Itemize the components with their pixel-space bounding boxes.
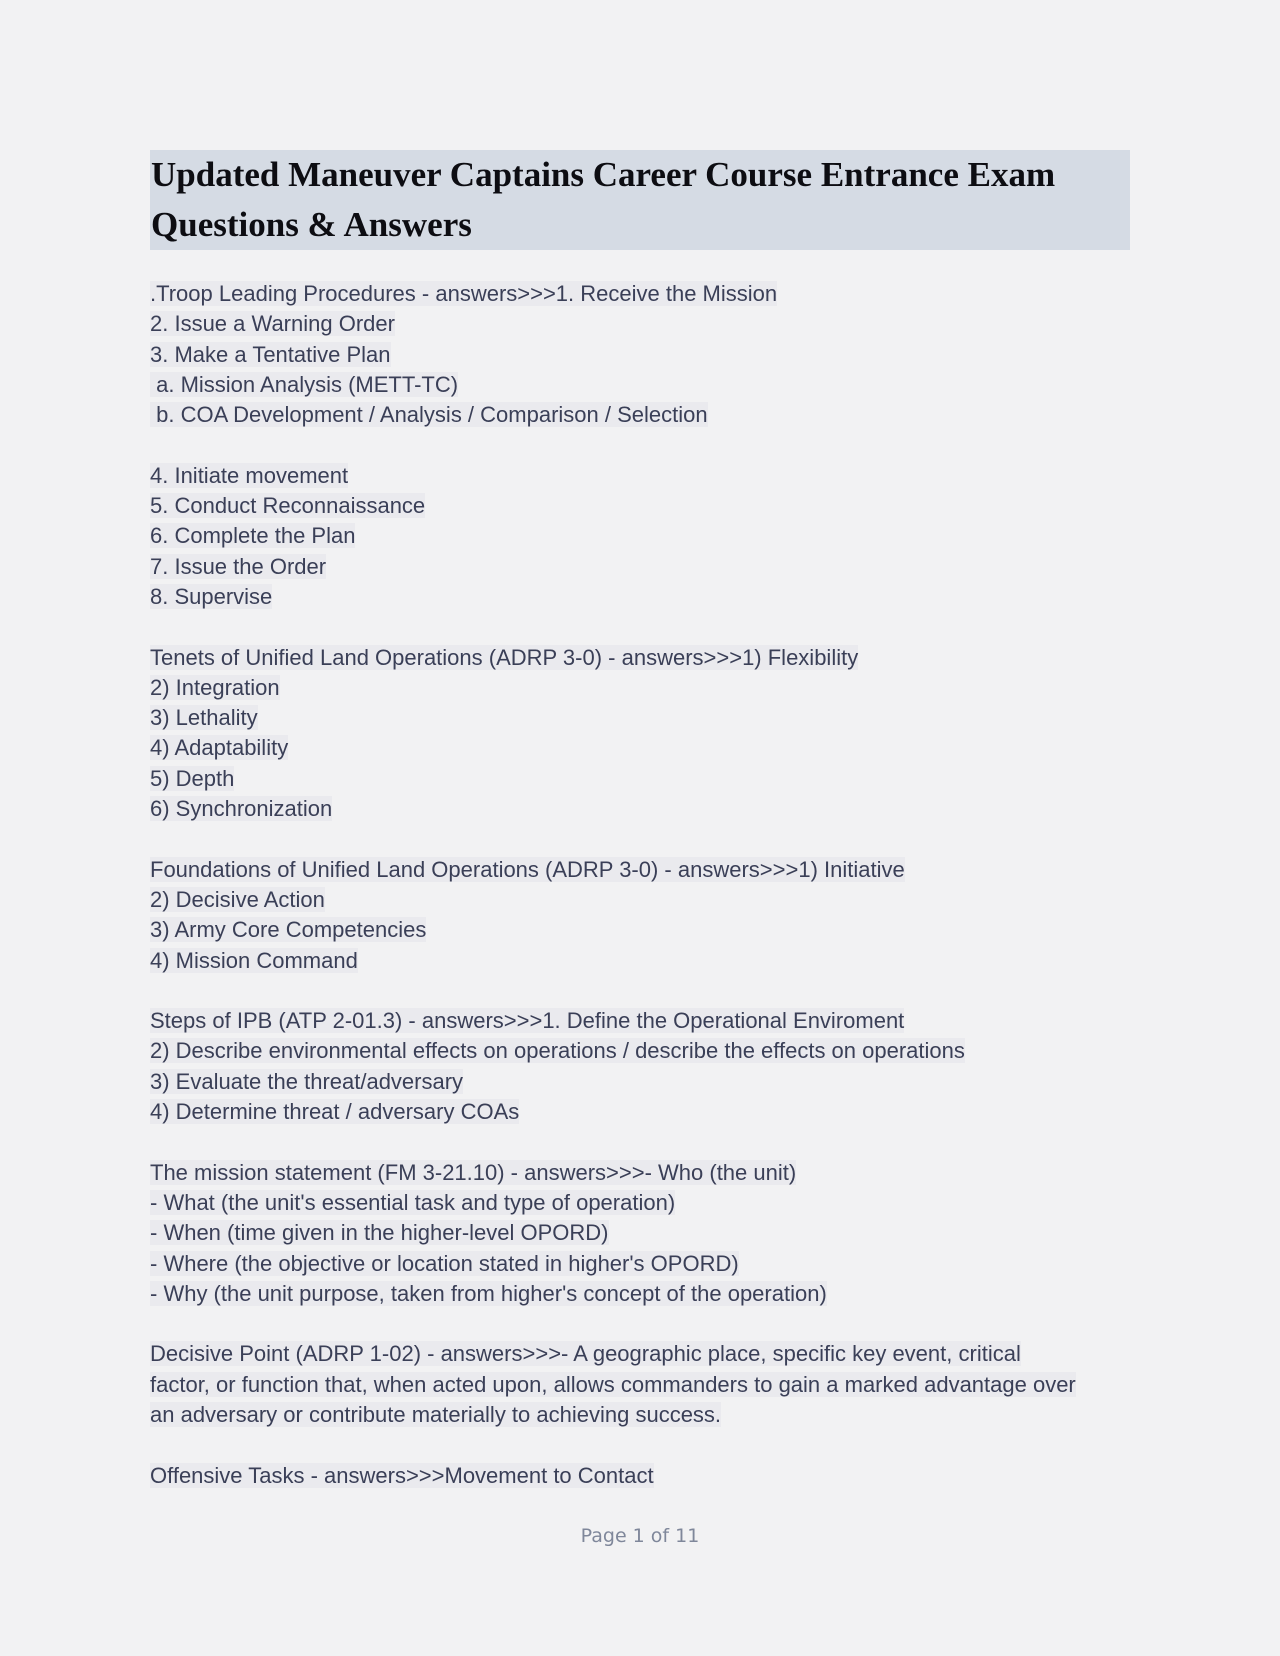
text-line-content: 2) Integration: [150, 674, 280, 700]
title-line-1: Updated Maneuver Captains Career Course Entrance Exam: [151, 155, 1056, 194]
text-line-content: 2. Issue a Warning Order: [150, 311, 395, 337]
text-line-content: 4) Determine threat / adversary COAs: [150, 1099, 520, 1125]
text-line: [150, 521, 1150, 551]
text-line-content: 5) Depth: [150, 765, 235, 791]
blank-line: [150, 824, 1150, 854]
text-line-content: - Why (the unit purpose, taken from higher's concept of the operation): [150, 1280, 827, 1306]
text-line-content: - Where (the objective or location stated in higher's OPORD): [150, 1250, 739, 1276]
document-title: [150, 150, 1130, 250]
text-line: [150, 1370, 1150, 1400]
text-line-content: 8. Supervise: [150, 583, 273, 609]
text-line-content: 3) Lethality: [150, 705, 258, 731]
text-line-content: 4. Initiate movement: [150, 462, 349, 488]
text-line-content: 3) Evaluate the threat/adversary: [150, 1068, 464, 1094]
text-line-content: 4) Mission Command: [150, 947, 358, 973]
text-line: [150, 1097, 1150, 1127]
text-line-content: 4) Adaptability: [150, 735, 289, 761]
text-line: [150, 946, 1150, 976]
document-body: [150, 279, 1150, 1491]
text-line: [150, 340, 1150, 370]
page-number: Page 1 of 11: [580, 1525, 700, 1547]
text-line-content: factor, or function that, when acted upon, allows commanders to gain a marked advantage over: [150, 1371, 1076, 1397]
text-line: [150, 885, 1150, 915]
text-line: [150, 1218, 1150, 1248]
text-line-content: 7. Issue the Order: [150, 553, 327, 579]
title-line-2: Questions & Answers: [151, 205, 472, 244]
text-line: [150, 1188, 1150, 1218]
text-line: [150, 643, 1150, 673]
text-line-content: 2) Describe environmental effects on operations / describe the effects on operations: [150, 1038, 965, 1064]
text-line: [150, 794, 1150, 824]
text-line-content: b. COA Development / Analysis / Comparison / Selection: [150, 402, 708, 428]
text-line-content: Offensive Tasks - answers>>>Movement to Contact: [150, 1462, 654, 1488]
text-line: [150, 552, 1150, 582]
text-line-content: The mission statement (FM 3-21.10) - answers>>>- Who (the unit): [150, 1159, 797, 1185]
text-line-content: an adversary or contribute materially to achieving success.: [150, 1401, 722, 1427]
text-line: [150, 1400, 1150, 1430]
text-line: [150, 279, 1150, 309]
blank-line: [150, 976, 1150, 1006]
text-line-content: .Troop Leading Procedures - answers>>>1. Receive the Mission: [150, 281, 778, 306]
text-line: [150, 582, 1150, 612]
text-line: [150, 491, 1150, 521]
text-line: [150, 915, 1150, 945]
text-line: [150, 1461, 1150, 1491]
text-line-content: a. Mission Analysis (METT-TC): [150, 371, 459, 397]
blank-line: [150, 612, 1150, 642]
text-line-content: Foundations of Unified Land Operations (ADRP 3-0) - answers>>>1) Initiative: [150, 856, 905, 882]
text-line: [150, 370, 1150, 400]
text-line-content: Steps of IPB (ATP 2-01.3) - answers>>>1. Define the Operational Enviroment: [150, 1008, 905, 1034]
text-line: [150, 703, 1150, 733]
text-line: [150, 309, 1150, 339]
text-line-content: 6) Synchronization: [150, 796, 333, 822]
text-line-content: 2) Decisive Action: [150, 886, 325, 912]
text-line-content: 3) Army Core Competencies: [150, 917, 427, 943]
blank-line: [150, 1309, 1150, 1339]
text-line: [150, 1036, 1150, 1066]
text-line: [150, 461, 1150, 491]
text-line-content: - When (time given in the higher-level OPORD): [150, 1220, 609, 1246]
blank-line: [150, 1127, 1150, 1157]
blank-line: [150, 430, 1150, 460]
text-line: [150, 400, 1150, 430]
text-line: [150, 673, 1150, 703]
text-line: [150, 1067, 1150, 1097]
text-line: [150, 855, 1150, 885]
blank-line: [150, 1430, 1150, 1460]
text-line: [150, 1279, 1150, 1309]
text-line: [150, 1249, 1150, 1279]
text-line-content: 3. Make a Tentative Plan: [150, 341, 391, 367]
text-line: [150, 1339, 1150, 1369]
text-line: [150, 1158, 1150, 1188]
text-line-content: - What (the unit's essential task and type of operation): [150, 1189, 676, 1215]
text-line-content: 6. Complete the Plan: [150, 523, 356, 549]
text-line: [150, 733, 1150, 763]
text-line: [150, 1006, 1150, 1036]
text-line-content: 5. Conduct Reconnaissance: [150, 493, 426, 519]
text-line-content: Decisive Point (ADRP 1-02) - answers>>>- A geographic place, specific key event, critical: [150, 1341, 1021, 1367]
text-line-content: Tenets of Unified Land Operations (ADRP 3-0) - answers>>>1) Flexibility: [150, 644, 859, 670]
text-line: [150, 764, 1150, 794]
